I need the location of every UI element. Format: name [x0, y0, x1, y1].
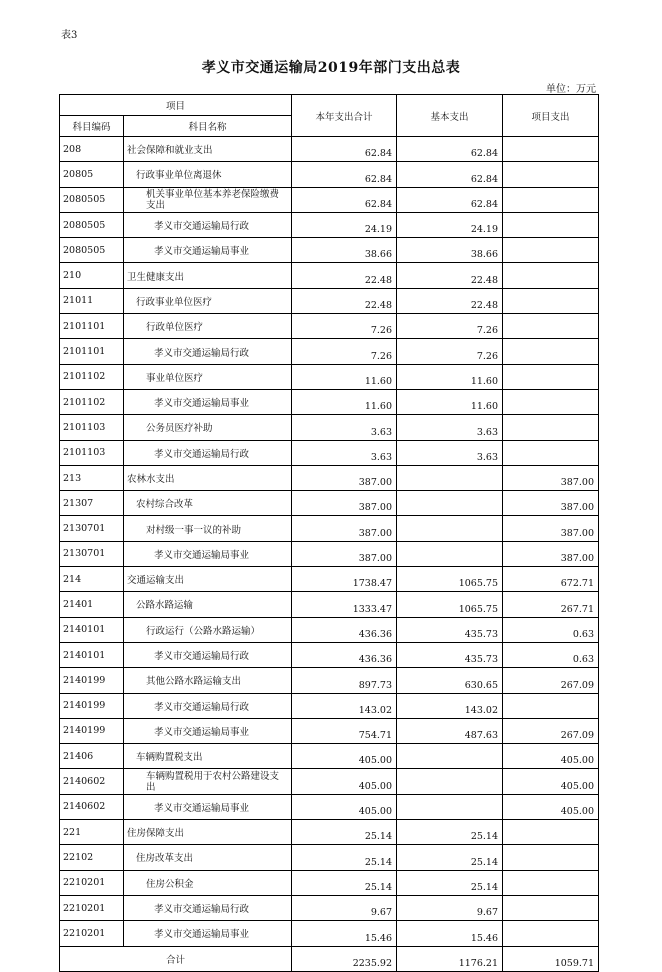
row-name: 孝义市交通运输局行政: [124, 642, 292, 667]
row-total: 38.66: [292, 238, 397, 263]
row-name: 孝义市交通运输局事业: [124, 921, 292, 946]
row-code: 2140602: [60, 794, 124, 819]
row-basic: 22.48: [397, 263, 503, 288]
table-row: [60, 845, 599, 870]
row-total: 15.46: [292, 921, 397, 946]
header-name: 科目名称: [124, 116, 292, 137]
row-basic: [397, 794, 503, 819]
expenditure-table: [59, 94, 599, 972]
row-code: 213: [60, 465, 124, 490]
row-project: [503, 693, 599, 718]
row-basic: 143.02: [397, 693, 503, 718]
table-row: [60, 440, 599, 465]
row-basic: 11.60: [397, 389, 503, 414]
row-code: 2101101: [60, 314, 124, 339]
table-row: [60, 820, 599, 845]
row-total: 405.00: [292, 794, 397, 819]
row-basic: 25.14: [397, 870, 503, 895]
page-title: 孝义市交通运输局2019年部门支出总表: [201, 60, 461, 76]
table-row: [60, 668, 599, 693]
table-row: [60, 794, 599, 819]
row-code: 2101101: [60, 339, 124, 364]
row-name: 其他公路水路运输支出: [124, 668, 292, 693]
row-project: 0.63: [503, 642, 599, 667]
row-name: 孝义市交通运输局事业: [124, 238, 292, 263]
row-project: 405.00: [503, 769, 599, 794]
row-name: 行政运行（公路水路运输）: [124, 617, 292, 642]
table-row: [60, 491, 599, 516]
row-name: 车辆购置税支出: [124, 744, 292, 769]
row-basic: 62.84: [397, 187, 503, 212]
row-code: 2210201: [60, 895, 124, 920]
row-code: 2101102: [60, 389, 124, 414]
row-basic: [397, 541, 503, 566]
row-project: [503, 263, 599, 288]
row-basic: 62.84: [397, 137, 503, 162]
row-project: [503, 921, 599, 946]
row-project: 0.63: [503, 617, 599, 642]
table-row: [60, 314, 599, 339]
row-name: 事业单位医疗: [124, 364, 292, 389]
table-row: [60, 567, 599, 592]
row-basic: 62.84: [397, 162, 503, 187]
row-project: [503, 415, 599, 440]
row-code: 2101102: [60, 364, 124, 389]
total-basic: 1176.21: [397, 946, 503, 971]
row-project: [503, 314, 599, 339]
row-name: 孝义市交通运输局行政: [124, 440, 292, 465]
sheet-label: 表3: [61, 30, 78, 41]
row-project: 267.71: [503, 592, 599, 617]
row-basic: 487.63: [397, 718, 503, 743]
row-project: 405.00: [503, 744, 599, 769]
row-total: 62.84: [292, 162, 397, 187]
row-basic: 435.73: [397, 617, 503, 642]
table-row: [60, 617, 599, 642]
row-code: 2080505: [60, 238, 124, 263]
row-code: 2130701: [60, 541, 124, 566]
row-project: [503, 288, 599, 313]
row-code: 22102: [60, 845, 124, 870]
row-project: [503, 895, 599, 920]
row-name: 行政事业单位离退休: [124, 162, 292, 187]
row-basic: 435.73: [397, 642, 503, 667]
row-code: 2140101: [60, 642, 124, 667]
row-total: 62.84: [292, 137, 397, 162]
row-basic: [397, 744, 503, 769]
row-total: 405.00: [292, 769, 397, 794]
row-name: 行政事业单位医疗: [124, 288, 292, 313]
row-project: [503, 870, 599, 895]
table-row: [60, 465, 599, 490]
row-code: 2080505: [60, 187, 124, 212]
header-project: 项目支出: [503, 95, 599, 137]
row-project: [503, 187, 599, 212]
row-name: 机关事业单位基本养老保险缴费支出: [124, 187, 292, 212]
row-basic: [397, 769, 503, 794]
row-basic: 25.14: [397, 845, 503, 870]
row-basic: 7.26: [397, 339, 503, 364]
row-basic: 9.67: [397, 895, 503, 920]
row-code: 214: [60, 567, 124, 592]
row-code: 2140602: [60, 769, 124, 794]
row-code: 208: [60, 137, 124, 162]
row-code: 21307: [60, 491, 124, 516]
header-item: 项目: [60, 95, 292, 116]
row-basic: [397, 516, 503, 541]
table-row: [60, 744, 599, 769]
header-total: 本年支出合计: [292, 95, 397, 137]
row-project: [503, 820, 599, 845]
total-project: 1059.71: [503, 946, 599, 971]
table-row: [60, 288, 599, 313]
row-code: 2080505: [60, 212, 124, 237]
row-name: 行政单位医疗: [124, 314, 292, 339]
row-basic: 1065.75: [397, 567, 503, 592]
row-project: 267.09: [503, 668, 599, 693]
row-name: 农村综合改革: [124, 491, 292, 516]
row-code: 2101103: [60, 440, 124, 465]
table-body: [60, 137, 599, 947]
row-total: 405.00: [292, 744, 397, 769]
row-name: 孝义市交通运输局事业: [124, 541, 292, 566]
table-row: [60, 238, 599, 263]
row-total: 11.60: [292, 389, 397, 414]
row-code: 2140199: [60, 668, 124, 693]
row-basic: 25.14: [397, 820, 503, 845]
row-total: 754.71: [292, 718, 397, 743]
row-name: 住房改革支出: [124, 845, 292, 870]
row-project: 387.00: [503, 541, 599, 566]
row-project: [503, 238, 599, 263]
row-project: [503, 389, 599, 414]
total-amount: 2235.92: [292, 946, 397, 971]
row-total: 387.00: [292, 541, 397, 566]
row-total: 7.26: [292, 339, 397, 364]
row-code: 2130701: [60, 516, 124, 541]
row-total: 62.84: [292, 187, 397, 212]
table-row: [60, 592, 599, 617]
row-project: 672.71: [503, 567, 599, 592]
row-project: 387.00: [503, 491, 599, 516]
total-row: [60, 946, 599, 971]
row-total: 7.26: [292, 314, 397, 339]
unit-label: 单位：万元: [546, 84, 596, 95]
row-basic: 3.63: [397, 415, 503, 440]
total-label: 合计: [60, 946, 292, 971]
row-total: 436.36: [292, 617, 397, 642]
row-basic: 22.48: [397, 288, 503, 313]
row-project: [503, 339, 599, 364]
row-basic: [397, 465, 503, 490]
row-basic: 24.19: [397, 212, 503, 237]
row-name: 卫生健康支出: [124, 263, 292, 288]
row-code: 21406: [60, 744, 124, 769]
row-name: 孝义市交通运输局行政: [124, 895, 292, 920]
row-name: 孝义市交通运输局事业: [124, 794, 292, 819]
row-name: 交通运输支出: [124, 567, 292, 592]
row-basic: 1065.75: [397, 592, 503, 617]
table-row: [60, 137, 599, 162]
table-row: [60, 389, 599, 414]
row-project: [503, 845, 599, 870]
row-project: [503, 440, 599, 465]
table-row: [60, 541, 599, 566]
row-name: 住房公积金: [124, 870, 292, 895]
row-basic: 11.60: [397, 364, 503, 389]
row-total: 22.48: [292, 288, 397, 313]
table-row: [60, 415, 599, 440]
table-row: [60, 921, 599, 946]
row-total: 9.67: [292, 895, 397, 920]
table-row: [60, 212, 599, 237]
row-project: [503, 162, 599, 187]
row-name: 社会保障和就业支出: [124, 137, 292, 162]
row-project: [503, 137, 599, 162]
row-project: [503, 364, 599, 389]
row-total: 387.00: [292, 516, 397, 541]
table-row: [60, 769, 599, 794]
row-total: 3.63: [292, 415, 397, 440]
row-total: 24.19: [292, 212, 397, 237]
row-basic: 630.65: [397, 668, 503, 693]
table-row: [60, 718, 599, 743]
row-basic: [397, 491, 503, 516]
row-code: 2140101: [60, 617, 124, 642]
row-name: 住房保障支出: [124, 820, 292, 845]
row-code: 21011: [60, 288, 124, 313]
row-name: 孝义市交通运输局事业: [124, 718, 292, 743]
table-row: [60, 895, 599, 920]
row-code: 210: [60, 263, 124, 288]
row-name: 公务员医疗补助: [124, 415, 292, 440]
row-name: 对村级一事一议的补助: [124, 516, 292, 541]
row-name: 农林水支出: [124, 465, 292, 490]
table-row: [60, 187, 599, 212]
row-project: 405.00: [503, 794, 599, 819]
row-code: 2140199: [60, 693, 124, 718]
row-code: 2101103: [60, 415, 124, 440]
row-basic: 7.26: [397, 314, 503, 339]
row-total: 897.73: [292, 668, 397, 693]
row-basic: 15.46: [397, 921, 503, 946]
row-name: 孝义市交通运输局事业: [124, 389, 292, 414]
table-row: [60, 693, 599, 718]
table-row: [60, 339, 599, 364]
row-code: 20805: [60, 162, 124, 187]
row-basic: 38.66: [397, 238, 503, 263]
row-project: [503, 212, 599, 237]
row-total: 22.48: [292, 263, 397, 288]
row-total: 387.00: [292, 465, 397, 490]
table-row: [60, 162, 599, 187]
table-row: [60, 364, 599, 389]
row-name: 孝义市交通运输局行政: [124, 212, 292, 237]
header-basic: 基本支出: [397, 95, 503, 137]
row-total: 436.36: [292, 642, 397, 667]
table-row: [60, 870, 599, 895]
row-project: 387.00: [503, 516, 599, 541]
row-basic: 3.63: [397, 440, 503, 465]
row-name: 孝义市交通运输局行政: [124, 693, 292, 718]
row-total: 1333.47: [292, 592, 397, 617]
row-name: 孝义市交通运输局行政: [124, 339, 292, 364]
row-project: 387.00: [503, 465, 599, 490]
row-total: 11.60: [292, 364, 397, 389]
row-code: 2210201: [60, 870, 124, 895]
row-total: 143.02: [292, 693, 397, 718]
table-row: [60, 642, 599, 667]
row-total: 25.14: [292, 845, 397, 870]
row-total: 3.63: [292, 440, 397, 465]
row-total: 25.14: [292, 820, 397, 845]
row-name: 公路水路运输: [124, 592, 292, 617]
row-total: 25.14: [292, 870, 397, 895]
row-total: 1738.47: [292, 567, 397, 592]
row-name: 车辆购置税用于农村公路建设支出: [124, 769, 292, 794]
row-code: 221: [60, 820, 124, 845]
row-total: 387.00: [292, 491, 397, 516]
row-project: 267.09: [503, 718, 599, 743]
table-row: [60, 263, 599, 288]
row-code: 2140199: [60, 718, 124, 743]
row-code: 21401: [60, 592, 124, 617]
table-row: [60, 516, 599, 541]
header-code: 科目编码: [60, 116, 124, 137]
row-code: 2210201: [60, 921, 124, 946]
